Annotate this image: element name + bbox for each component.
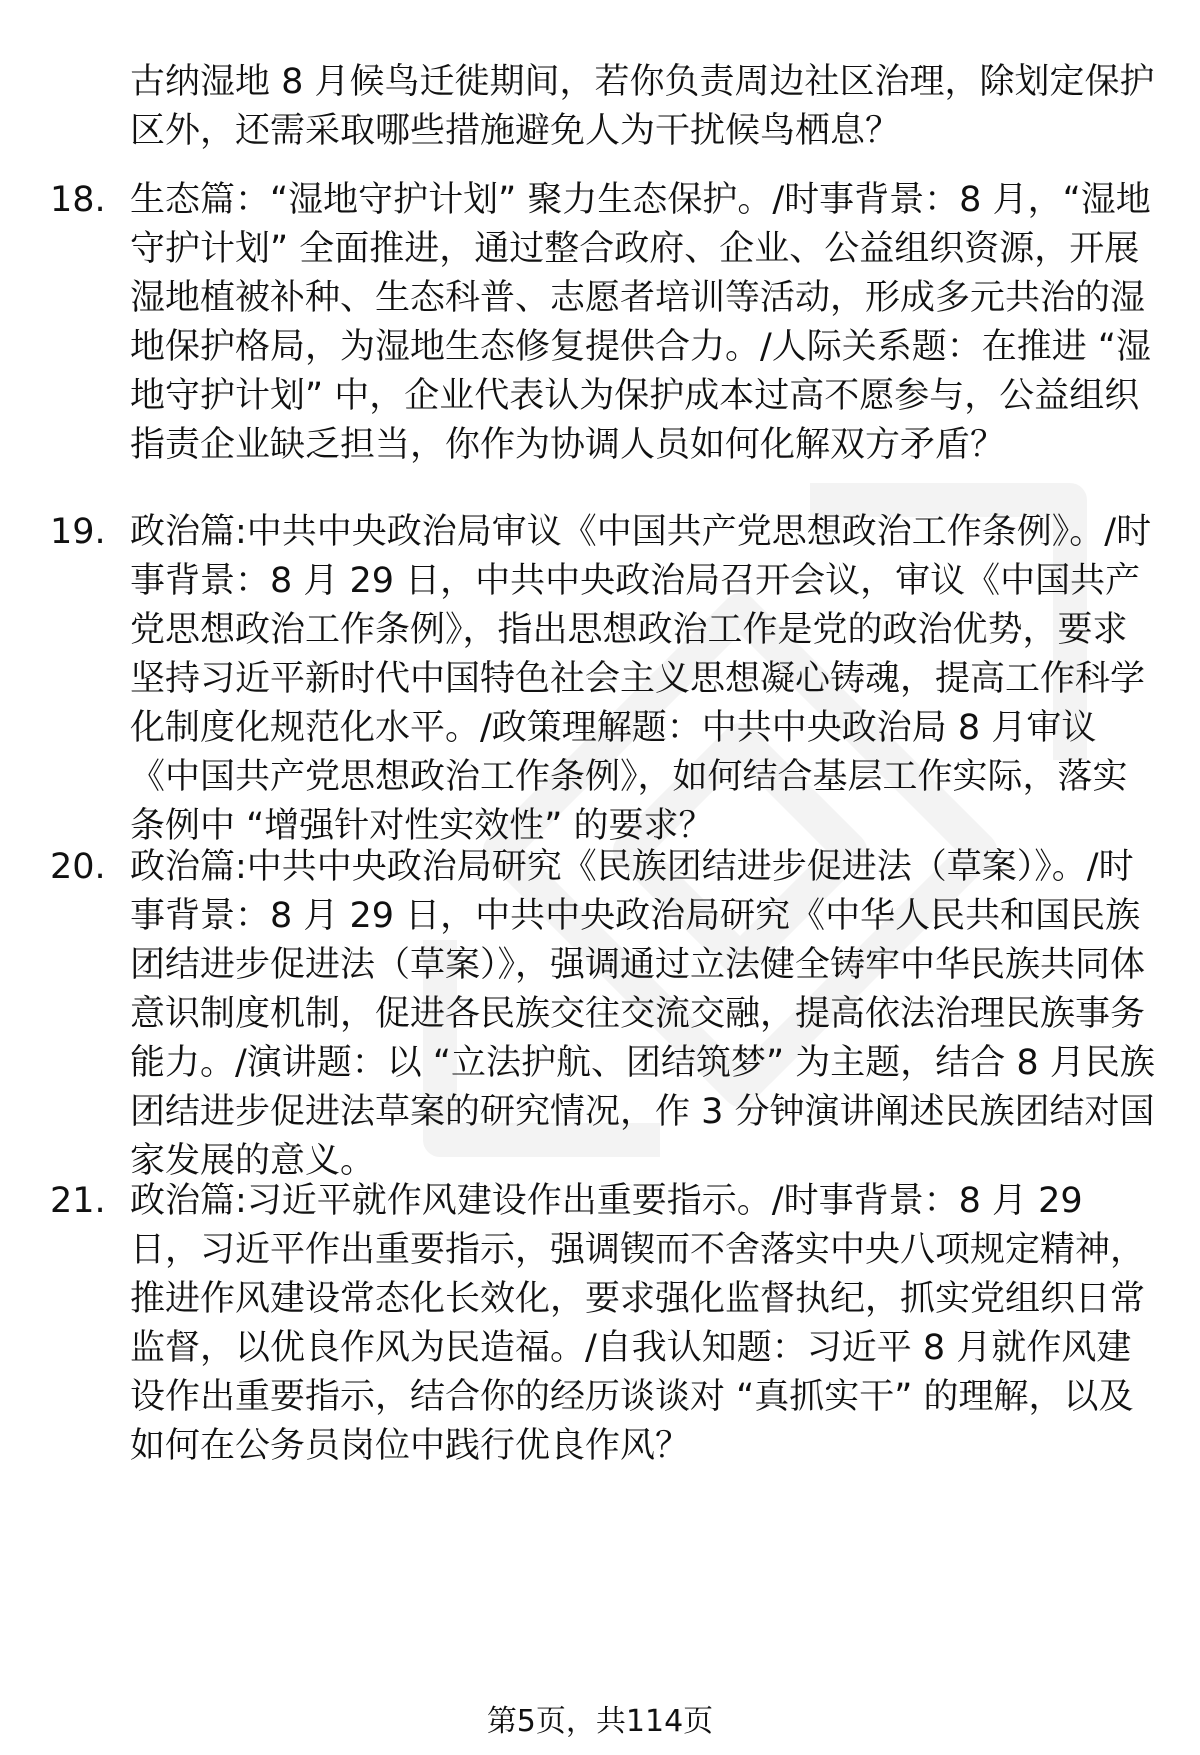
item-text: 政治篇:中共中央政治局研究《民族团结进步促进法（草案）》。/时事背景：8 月 29 日，中共中央政治局研究《中华人民共和国民族团结进步促进法（草案）》，强调通过立法健全铸牢中华民族共同体意识制度机制，促进各民族交往交流交融，提高依法治理民族事务能力。/演讲题：以 “立法护航、团结筑梦” 为主题，结合 8 月民族团结进步促进法草案的研究情况，作 3 分钟演讲阐述民族团结对国家发展的意义。 bbox=[130, 847, 1155, 1181]
continued-question-text: 古纳湿地 8 月候鸟迁徙期间，若你负责周边社区治理，除划定保护区外，还需采取哪些措施避免人为干扰候鸟栖息？ bbox=[130, 62, 1155, 151]
item-number: 19. bbox=[50, 512, 106, 552]
item-text: 生态篇：“湿地守护计划” 聚力生态保护。/时事背景：8 月，“湿地守护计划” 全面推进，通过整合政府、企业、公益组织资源，开展湿地植被补种、生态科普、志愿者培训等活动，形成多元共治的湿地保护格局，为湿地生态修复提供合力。/人际关系题：在推进 “湿地守护计划” 中，企业代表认为保护成本过高不愿参与，公益组织指责企业缺乏担当，你作为协调人员如何化解双方矛盾？ bbox=[130, 180, 1152, 465]
page-number-footer: 第5页，共114页 bbox=[486, 1704, 714, 1739]
item-number: 18. bbox=[50, 180, 106, 220]
list-item bbox=[50, 176, 1160, 470]
item-number: 20. bbox=[50, 847, 106, 887]
item-text: 政治篇:中共中央政治局审议《中国共产党思想政治工作条例》。/时事背景：8 月 29 日，中共中央政治局召开会议，审议《中国共产党思想政治工作条例》，指出思想政治工作是党的政治优势，要求坚持习近平新时代中国特色社会主义思想凝心铸魂，提高工作科学化制度化规范化水平。/政策理解题：中共中央政治局 8 月审议《中国共产党思想政治工作条例》，如何结合基层工作实际，落实条例中 “增强针对性实效性” 的要求？ bbox=[130, 512, 1152, 846]
list-item bbox=[50, 508, 1160, 851]
item-text: 政治篇:习近平就作风建设作出重要指示。/时事背景：8 月 29 日，习近平作出重要指示，强调锲而不舍落实中央八项规定精神，推进作风建设常态化长效化，要求强化监督执纪，抓实党组织日常监督，以优良作风为民造福。/自我认知题：习近平 8 月就作风建设作出重要指示，结合你的经历谈谈对 “真抓实干” 的理解，以及如何在公务员岗位中践行优良作风？ bbox=[130, 1181, 1146, 1466]
item-number: 21. bbox=[50, 1181, 106, 1221]
list-item bbox=[50, 1177, 1160, 1471]
list-item bbox=[50, 843, 1160, 1186]
